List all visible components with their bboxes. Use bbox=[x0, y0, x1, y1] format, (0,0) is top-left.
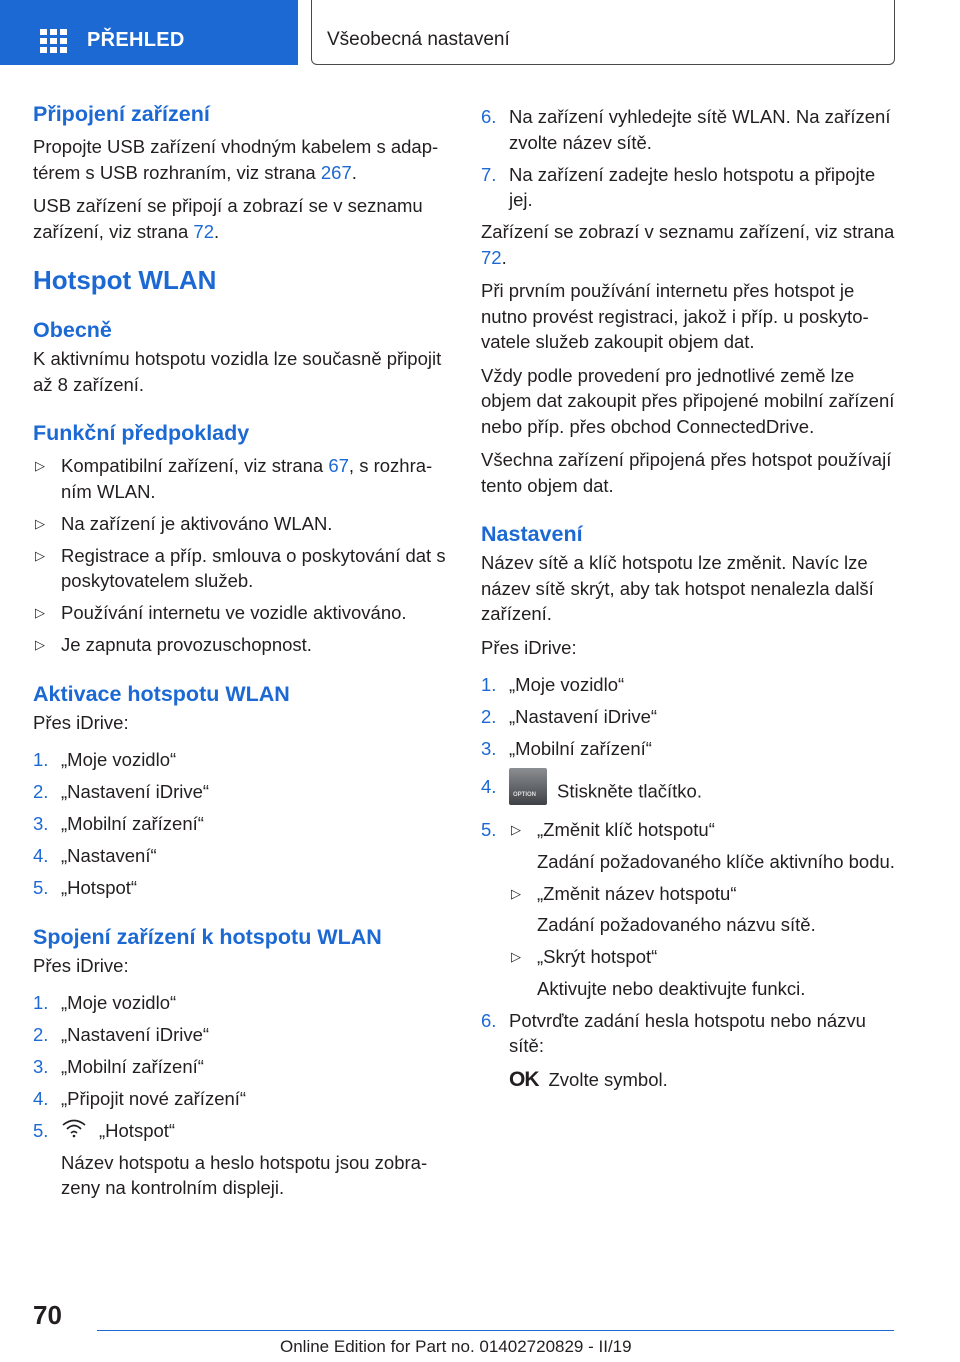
requirements-list bbox=[33, 453, 448, 658]
paragraph: Přes iDrive: bbox=[33, 954, 129, 976]
text: USB zařízení se připojí a zobrazí se v seznamu zařízení, viz strana bbox=[33, 195, 423, 242]
text: Stiskněte tlačítko. bbox=[557, 779, 702, 801]
step-number: 3. bbox=[33, 1056, 49, 1077]
step-number: 4. bbox=[33, 1088, 49, 1109]
page-link[interactable]: 72 bbox=[481, 246, 502, 268]
text: „Moje vozidlo“ bbox=[61, 749, 177, 770]
step-number: 1. bbox=[33, 749, 49, 770]
paragraph: Název sítě a klíč hotspotu lze změnit. Navíc lze název sítě skrýt, aby tak hotspot nenalezla další zařízení. bbox=[481, 552, 874, 624]
text: „Nastavení“ bbox=[61, 845, 157, 866]
step-number: 6. bbox=[481, 1009, 497, 1031]
text: „Nastavení iDrive“ bbox=[61, 781, 210, 802]
paragraph: Přes iDrive: bbox=[33, 711, 129, 733]
step-number: 6. bbox=[481, 106, 497, 127]
option-note: Aktivujte nebo deaktivujte funkci. bbox=[537, 977, 806, 999]
list-item bbox=[33, 1086, 448, 1112]
text: Potvrďte zadání hesla hotspotu nebo názvu sítě: bbox=[509, 1009, 866, 1056]
text: Registrace a příp. smlouva o poskytování dat s poskytovatelem služeb. bbox=[61, 544, 446, 591]
text: „Změnit název hotspotu“ bbox=[537, 882, 737, 904]
chapter-title-hotspot: Hotspot WLAN bbox=[33, 265, 217, 295]
header-section-title: Všeobecná nastavení bbox=[327, 29, 510, 50]
step-number: 2. bbox=[481, 706, 497, 727]
section-title-connect-device: Spojení zařízení k hotspotu WLAN bbox=[33, 924, 382, 949]
page-link[interactable]: 72 bbox=[193, 220, 214, 242]
step-number: 1. bbox=[481, 674, 497, 695]
steps-list bbox=[33, 747, 448, 901]
list-item bbox=[481, 736, 901, 762]
paragraph: Vždy podle provedení pro jednotlivé země lze objem dat zakoupit přes připojené mobilní zařízení nebo příp. přes obchod ConnectedDrive. bbox=[481, 364, 895, 437]
text: „Připojit nové zařízení“ bbox=[61, 1088, 247, 1109]
option-note: Zadání požadovaného klíče aktivního bodu. bbox=[537, 850, 895, 872]
section-title-requirements: Funkční předpoklady bbox=[33, 421, 250, 445]
text: Propojte USB zařízení vhodným kabelem s adaptérem s USB rozhraním, viz strana bbox=[33, 136, 439, 183]
paragraph bbox=[33, 134, 448, 185]
text: . bbox=[501, 246, 507, 268]
page-link[interactable]: 267 bbox=[320, 161, 352, 183]
list-item bbox=[481, 162, 901, 213]
options-list bbox=[509, 817, 901, 1001]
step-number: 7. bbox=[481, 163, 497, 185]
text: Zvolte symbol. bbox=[548, 1068, 668, 1090]
text: , s rozhraním WLAN. bbox=[61, 455, 433, 502]
paragraph: K aktivnímu hotspotu vozidla lze současně připojit až 8 zařízení. bbox=[33, 348, 442, 395]
text: Na zařízení je aktivováno WLAN. bbox=[61, 512, 333, 534]
list-item bbox=[33, 1022, 448, 1048]
list-item bbox=[33, 875, 448, 901]
step-number: 3. bbox=[481, 738, 497, 759]
text: „Hotspot“ bbox=[61, 877, 138, 898]
step-note: Název hotspotu a heslo hotspotu jsou zobrazeny na kontrolním displeji. bbox=[61, 1151, 428, 1198]
triangle-bullet-icon: ▷ bbox=[511, 822, 521, 837]
text: Kompatibilní zařízení, viz strana bbox=[61, 455, 329, 476]
ok-icon: OK bbox=[509, 1067, 539, 1091]
right-column bbox=[481, 100, 901, 1099]
step-number: 3. bbox=[33, 813, 49, 834]
list-item bbox=[33, 779, 448, 805]
steps-list bbox=[33, 990, 448, 1201]
grid-menu-icon bbox=[40, 29, 68, 53]
step-number: 5. bbox=[481, 819, 497, 840]
text: „Mobilní zařízení“ bbox=[61, 1056, 204, 1077]
steps-list bbox=[481, 104, 901, 213]
list-item bbox=[481, 672, 901, 698]
triangle-bullet-icon: ▷ bbox=[35, 605, 45, 620]
list-item bbox=[481, 1008, 901, 1093]
page-link[interactable]: 67 bbox=[328, 455, 349, 476]
paragraph: Při prvním používání internetu přes hotspot je nutno provést registraci, jakož i příp. u poskytovatele služeb zakoupit objem dat. bbox=[481, 280, 869, 352]
triangle-bullet-icon: ▷ bbox=[35, 547, 45, 563]
paragraph: Všechna zařízení připojená přes hotspot používají tento objem dat. bbox=[481, 449, 892, 496]
footer-edition-text: Online Edition for Part no. 01402720829 - II/19 bbox=[280, 1337, 632, 1356]
paragraph bbox=[481, 219, 901, 270]
header-tab-overview[interactable] bbox=[0, 0, 298, 65]
list-item bbox=[509, 944, 901, 1001]
text: . bbox=[213, 220, 220, 242]
step-number: 1. bbox=[33, 992, 49, 1013]
list-item bbox=[509, 881, 901, 938]
paragraph bbox=[33, 193, 448, 244]
step-number: 2. bbox=[33, 781, 49, 802]
list-item bbox=[33, 811, 448, 837]
text: Používání internetu ve vozidle aktivováno. bbox=[61, 602, 407, 623]
list-item bbox=[33, 600, 448, 626]
footer-divider bbox=[97, 1330, 894, 1331]
list-item bbox=[481, 817, 901, 1001]
text: Na zařízení zadejte heslo hotspotu a připojte jej. bbox=[509, 163, 876, 210]
text: . bbox=[351, 161, 357, 183]
list-item bbox=[33, 1054, 448, 1080]
list-item bbox=[33, 990, 448, 1016]
triangle-bullet-icon: ▷ bbox=[511, 949, 521, 964]
paragraph: Přes iDrive: bbox=[481, 636, 577, 658]
step-number: 5. bbox=[33, 1120, 49, 1141]
text: „Moje vozidlo“ bbox=[61, 992, 177, 1013]
text: „Nastavení iDrive“ bbox=[509, 706, 658, 727]
section-title-device-connection: Připojení zařízení bbox=[33, 102, 210, 126]
text: „Změnit klíč hotspotu“ bbox=[537, 819, 715, 840]
text: „Mobilní zařízení“ bbox=[61, 813, 204, 834]
text: „Moje vozidlo“ bbox=[509, 674, 625, 695]
triangle-bullet-icon: ▷ bbox=[35, 637, 45, 652]
list-item bbox=[33, 543, 448, 594]
page-number: 70 bbox=[33, 1300, 62, 1330]
list-item bbox=[481, 104, 901, 155]
list-item bbox=[33, 747, 448, 773]
section-title-settings: Nastavení bbox=[481, 522, 583, 546]
wifi-icon bbox=[61, 1118, 87, 1138]
step-number: 4. bbox=[33, 845, 49, 866]
header-tab-label: PŘEHLED bbox=[87, 29, 185, 51]
text: Zařízení se zobrazí v seznamu zařízení, viz strana bbox=[481, 221, 895, 242]
step-number: 4. bbox=[481, 775, 497, 797]
section-title-general: Obecně bbox=[33, 318, 112, 342]
text: „Nastavení iDrive“ bbox=[61, 1024, 210, 1045]
list-item bbox=[33, 511, 448, 537]
list-item bbox=[33, 843, 448, 869]
section-title-activate-hotspot: Aktivace hotspotu WLAN bbox=[33, 681, 290, 706]
step-note bbox=[509, 1067, 901, 1093]
list-item bbox=[481, 704, 901, 730]
list-item bbox=[33, 1118, 448, 1201]
triangle-bullet-icon: ▷ bbox=[35, 515, 45, 531]
step-number: 5. bbox=[33, 877, 49, 898]
list-item bbox=[481, 774, 901, 811]
header-section-box bbox=[311, 0, 895, 65]
option-note: Zadání požadovaného názvu sítě. bbox=[537, 914, 816, 935]
option-button-icon bbox=[509, 768, 547, 805]
text: „Skrýt hotspot“ bbox=[537, 946, 658, 967]
triangle-bullet-icon: ▷ bbox=[511, 885, 521, 901]
list-item bbox=[33, 632, 448, 658]
text: Je zapnuta provozuschopnost. bbox=[61, 634, 312, 655]
left-column bbox=[33, 100, 448, 1207]
text: „Hotspot“ bbox=[99, 1120, 176, 1141]
steps-list bbox=[481, 672, 901, 1092]
list-item bbox=[33, 453, 448, 504]
list-item bbox=[509, 817, 901, 874]
triangle-bullet-icon: ▷ bbox=[35, 458, 45, 473]
text: Na zařízení vyhledejte sítě WLAN. Na zařízení zvolte název sítě. bbox=[509, 106, 891, 153]
text: „Mobilní zařízení“ bbox=[509, 738, 652, 759]
step-number: 2. bbox=[33, 1024, 49, 1045]
